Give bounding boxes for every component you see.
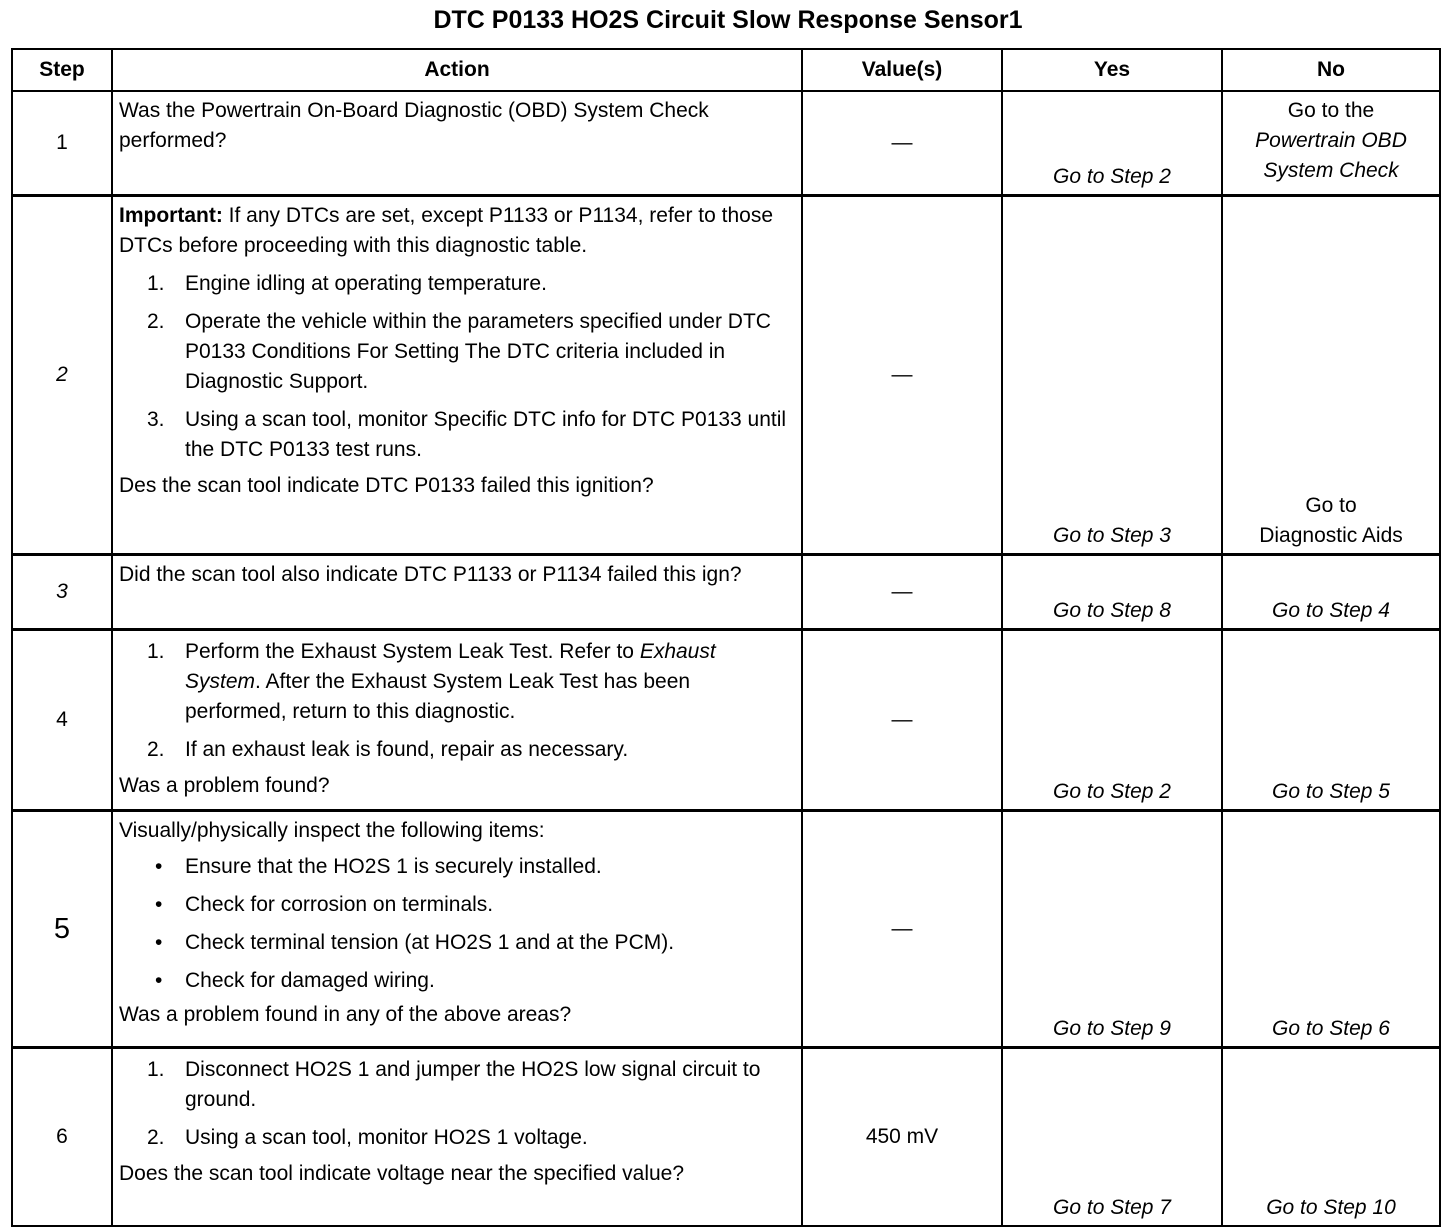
table-header-row (12, 49, 1440, 91)
header-step: Step (12, 49, 112, 91)
list-number: 1. (147, 272, 165, 295)
step-number: 6 (12, 1048, 112, 1227)
bullet-icon: • (155, 855, 163, 878)
yes-cell: Go to Step 2 (1002, 91, 1222, 196)
no-cell (1222, 196, 1440, 555)
procedure-list (119, 637, 795, 765)
question-text: Des the scan tool indicate DTC P0133 failed this ignition? (119, 474, 654, 497)
action-cell (112, 630, 802, 811)
list-item (119, 966, 795, 996)
list-text: . After the Exhaust System Leak Test has been performed, return to this diagnostic. (185, 670, 691, 723)
list-item (119, 307, 795, 397)
value-cell: — (802, 555, 1002, 630)
no-line: System Check (1263, 159, 1399, 182)
list-text: Perform the Exhaust System Leak Test. Refer to (185, 640, 640, 663)
list-number: 2. (147, 310, 165, 333)
question-text: Was a problem found in any of the above areas? (119, 1003, 572, 1026)
list-text: Using a scan tool, monitor Specific DTC info for DTC P0133 until the DTC P0133 test runs. (185, 408, 787, 461)
action-cell (112, 811, 802, 1048)
list-text: Ensure that the HO2S 1 is securely installed. (185, 855, 602, 878)
important-text: If any DTCs are set, except P1133 or P1134, refer to those DTCs before proceeding with this diagnostic table. (119, 204, 774, 257)
diagnostic-table (11, 48, 1441, 1227)
action-text: Was the Powertrain On-Board Diagnostic (OBD) System Check performed? (119, 99, 709, 152)
value-cell: — (802, 630, 1002, 811)
list-item (119, 735, 795, 765)
header-values: Value(s) (802, 49, 1002, 91)
header-action: Action (112, 49, 802, 91)
list-item (119, 637, 795, 727)
table-row (12, 811, 1440, 1048)
important-note (119, 201, 795, 261)
important-label: Important: (119, 204, 223, 227)
yes-cell: Go to Step 2 (1002, 630, 1222, 811)
procedure-list (119, 269, 795, 465)
list-text: Operate the vehicle within the parameters specified under DTC P0133 Conditions For Setting The DTC criteria included in Diagnostic Support. (185, 310, 771, 393)
table-row (12, 630, 1440, 811)
reference-link-text: Exhaust System (185, 640, 716, 693)
list-text: Check for damaged wiring. (185, 969, 435, 992)
step-number: 4 (12, 630, 112, 811)
inspection-list (119, 852, 795, 996)
question-text: Does the scan tool indicate voltage near the specified value? (119, 1162, 685, 1185)
list-text: If an exhaust leak is found, repair as necessary. (185, 738, 629, 761)
procedure-list (119, 1055, 795, 1153)
bullet-icon: • (155, 969, 163, 992)
no-cell: Go to Step 5 (1222, 630, 1440, 811)
step-number: 2 (12, 196, 112, 555)
list-text: Check for corrosion on terminals. (185, 893, 494, 916)
step-number: 5 (12, 811, 112, 1048)
step-number: 1 (12, 91, 112, 196)
list-text: Check terminal tension (at HO2S 1 and at the PCM). (185, 931, 675, 954)
action-text: Did the scan tool also indicate DTC P1133 or P1134 failed this ign? (119, 563, 742, 586)
no-line: Diagnostic Aids (1259, 524, 1403, 547)
yes-cell: Go to Step 8 (1002, 555, 1222, 630)
table-row (12, 1048, 1440, 1227)
action-cell (112, 1048, 802, 1227)
step-number: 3 (12, 555, 112, 630)
list-text: Engine idling at operating temperature. (185, 272, 547, 295)
yes-cell: Go to Step 3 (1002, 196, 1222, 555)
document-title: DTC P0133 HO2S Circuit Slow Response Sensor1 (433, 6, 1023, 34)
value-cell: — (802, 811, 1002, 1048)
yes-cell: Go to Step 9 (1002, 811, 1222, 1048)
action-cell (112, 196, 802, 555)
no-cell: Go to Step 10 (1222, 1048, 1440, 1227)
action-cell (112, 91, 802, 196)
intro-text: Visually/physically inspect the following items: (119, 819, 545, 842)
no-cell (1222, 91, 1440, 196)
list-item (119, 269, 795, 299)
list-number: 2. (147, 1126, 165, 1149)
bullet-icon: • (155, 931, 163, 954)
value-cell: — (802, 91, 1002, 196)
no-line: Go to (1305, 494, 1357, 517)
list-text: Using a scan tool, monitor HO2S 1 voltage. (185, 1126, 588, 1149)
no-line: Powertrain OBD (1255, 129, 1407, 152)
list-number: 1. (147, 1058, 165, 1081)
bullet-icon: • (155, 893, 163, 916)
no-cell: Go to Step 6 (1222, 811, 1440, 1048)
list-item (119, 928, 795, 958)
yes-cell: Go to Step 7 (1002, 1048, 1222, 1227)
list-item (119, 405, 795, 465)
list-item (119, 890, 795, 920)
list-item (119, 1123, 795, 1153)
action-cell (112, 555, 802, 630)
value-cell: — (802, 196, 1002, 555)
table-row (12, 555, 1440, 630)
value-cell: 450 mV (802, 1048, 1002, 1227)
table-row (12, 196, 1440, 555)
list-item (119, 1055, 795, 1115)
no-cell: Go to Step 4 (1222, 555, 1440, 630)
header-yes: Yes (1002, 49, 1222, 91)
table-row (12, 91, 1440, 196)
header-no: No (1222, 49, 1440, 91)
no-line: Go to the (1287, 99, 1375, 122)
list-text: Disconnect HO2S 1 and jumper the HO2S low signal circuit to ground. (185, 1058, 761, 1111)
list-number: 2. (147, 738, 165, 761)
list-number: 3. (147, 408, 165, 431)
list-number: 1. (147, 640, 165, 663)
list-item (119, 852, 795, 882)
question-text: Was a problem found? (119, 774, 330, 797)
